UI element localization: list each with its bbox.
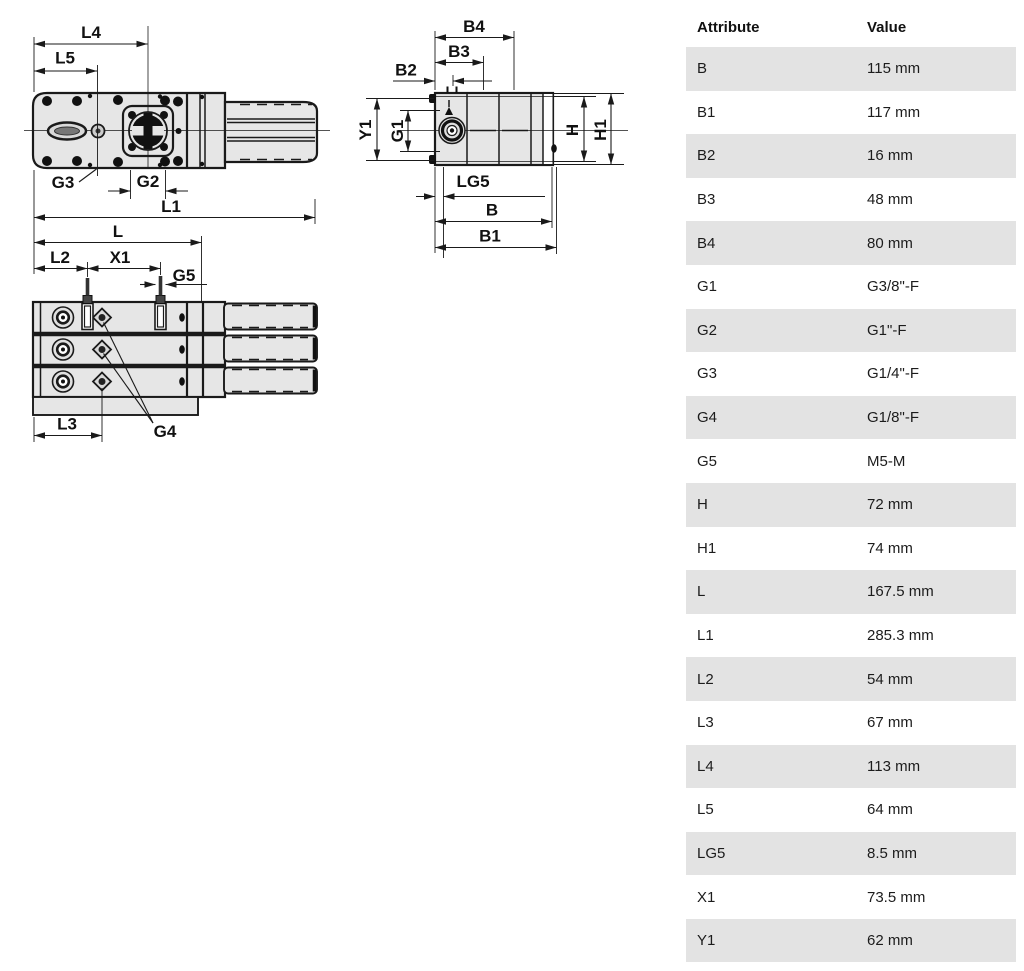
dim-label-b4: B4 bbox=[463, 17, 485, 36]
table-row bbox=[686, 527, 1016, 571]
side-view bbox=[356, 17, 628, 258]
dim-label-g1: G1 bbox=[388, 119, 407, 143]
attribute-column-header: Attribute bbox=[697, 19, 760, 36]
table-row bbox=[686, 309, 1016, 353]
table-row bbox=[686, 570, 1016, 614]
value-column-header: Value bbox=[867, 19, 907, 36]
value-cell: 73.5 mm bbox=[867, 888, 926, 906]
table-row bbox=[686, 483, 1016, 527]
g4-ports bbox=[93, 309, 111, 391]
attribute-cell: B bbox=[686, 47, 856, 91]
table-row bbox=[686, 832, 1016, 876]
attribute-cell: B1 bbox=[697, 103, 716, 121]
value-cell: G3/8"-F bbox=[867, 278, 920, 296]
dim-label-g5: G5 bbox=[172, 266, 196, 285]
attribute-cell: B3 bbox=[697, 191, 716, 209]
dim-label-l2: L2 bbox=[50, 248, 70, 267]
attribute-cell: G5 bbox=[697, 452, 718, 470]
dim-label-g3: G3 bbox=[51, 173, 75, 192]
value-cell: 74 mm bbox=[867, 539, 913, 557]
attribute-cell: LG5 bbox=[686, 832, 856, 876]
table-row bbox=[686, 657, 1016, 701]
table-row bbox=[686, 396, 1016, 440]
value-cell: 64 mm bbox=[867, 801, 913, 819]
attribute-cell: G3 bbox=[697, 365, 718, 383]
table-row bbox=[686, 265, 1016, 309]
dim-label-l: L bbox=[112, 222, 124, 241]
table-header-row bbox=[686, 8, 1016, 47]
dim-label-g4: G4 bbox=[153, 422, 177, 441]
dim-label-b2: B2 bbox=[395, 60, 417, 80]
dim-label-b: B bbox=[485, 200, 499, 220]
value-cell: 117 mm bbox=[867, 103, 921, 121]
dim-label-lg5: LG5 bbox=[456, 172, 490, 191]
output-shafts bbox=[224, 304, 317, 394]
attribute-cell: B4 bbox=[686, 221, 856, 265]
attribute-cell: H1 bbox=[697, 539, 717, 557]
dim-label-x1: X1 bbox=[109, 248, 131, 267]
dim-label-l5: L5 bbox=[55, 48, 75, 68]
value-cell: 62 mm bbox=[856, 919, 1016, 963]
dim-label-h: H bbox=[563, 123, 582, 137]
value-cell: G1"-F bbox=[856, 309, 1016, 353]
table-row bbox=[686, 614, 1016, 658]
dim-label-l3: L3 bbox=[57, 414, 77, 434]
table-row bbox=[686, 178, 1016, 222]
spec-table-body bbox=[686, 47, 1016, 962]
attribute-cell: B2 bbox=[686, 134, 856, 178]
attribute-cell: X1 bbox=[697, 888, 716, 906]
attribute-cell: G1 bbox=[697, 278, 718, 296]
table-row bbox=[686, 701, 1016, 745]
dim-label-l4: L4 bbox=[81, 23, 101, 42]
value-cell: 80 mm bbox=[856, 221, 1016, 265]
value-cell: 167.5 mm bbox=[856, 570, 1016, 614]
value-cell: 113 mm bbox=[856, 745, 1016, 789]
value-cell: M5-M bbox=[867, 452, 906, 470]
top-view bbox=[24, 23, 330, 274]
round-ports bbox=[53, 307, 74, 392]
attribute-cell: L1 bbox=[697, 627, 714, 645]
table-row bbox=[686, 91, 1016, 135]
dim-label-h1: H1 bbox=[591, 119, 610, 141]
value-cell: 48 mm bbox=[867, 191, 913, 209]
attribute-cell: H bbox=[686, 483, 856, 527]
value-cell: 8.5 mm bbox=[856, 832, 1016, 876]
dim-label-b1: B1 bbox=[479, 226, 501, 246]
table-row bbox=[686, 439, 1016, 483]
attribute-cell: G2 bbox=[686, 309, 856, 353]
attribute-cell: G4 bbox=[686, 396, 856, 440]
g1-port bbox=[439, 118, 465, 144]
table-row bbox=[686, 134, 1016, 178]
value-cell: 72 mm bbox=[856, 483, 1016, 527]
dim-label-l1: L1 bbox=[161, 197, 181, 216]
table-row bbox=[686, 47, 1016, 91]
table-row bbox=[686, 875, 1016, 919]
dim-label-y1: Y1 bbox=[356, 119, 375, 141]
technical-drawing bbox=[0, 0, 680, 460]
spec-table bbox=[686, 8, 1016, 962]
value-cell: G1/4"-F bbox=[867, 365, 920, 383]
table-row bbox=[686, 352, 1016, 396]
table-row bbox=[686, 788, 1016, 832]
attribute-cell: L4 bbox=[686, 745, 856, 789]
value-cell: 54 mm bbox=[856, 657, 1016, 701]
attribute-cell: L5 bbox=[697, 801, 714, 819]
dim-label-g2: G2 bbox=[136, 172, 160, 191]
value-cell: 115 mm bbox=[856, 47, 1016, 91]
front-view bbox=[33, 222, 317, 442]
attribute-cell: L bbox=[686, 570, 856, 614]
attribute-cell: Y1 bbox=[686, 919, 856, 963]
value-cell: 16 mm bbox=[856, 134, 1016, 178]
table-row bbox=[686, 919, 1016, 963]
attribute-cell: L3 bbox=[697, 714, 714, 732]
table-row bbox=[686, 221, 1016, 265]
table-row bbox=[686, 745, 1016, 789]
value-cell: 67 mm bbox=[867, 714, 913, 732]
dim-label-b3: B3 bbox=[448, 42, 470, 61]
g2-port bbox=[129, 112, 167, 150]
value-cell: G1/8"-F bbox=[856, 396, 1016, 440]
value-cell: 285.3 mm bbox=[867, 627, 934, 645]
attribute-cell: L2 bbox=[686, 657, 856, 701]
